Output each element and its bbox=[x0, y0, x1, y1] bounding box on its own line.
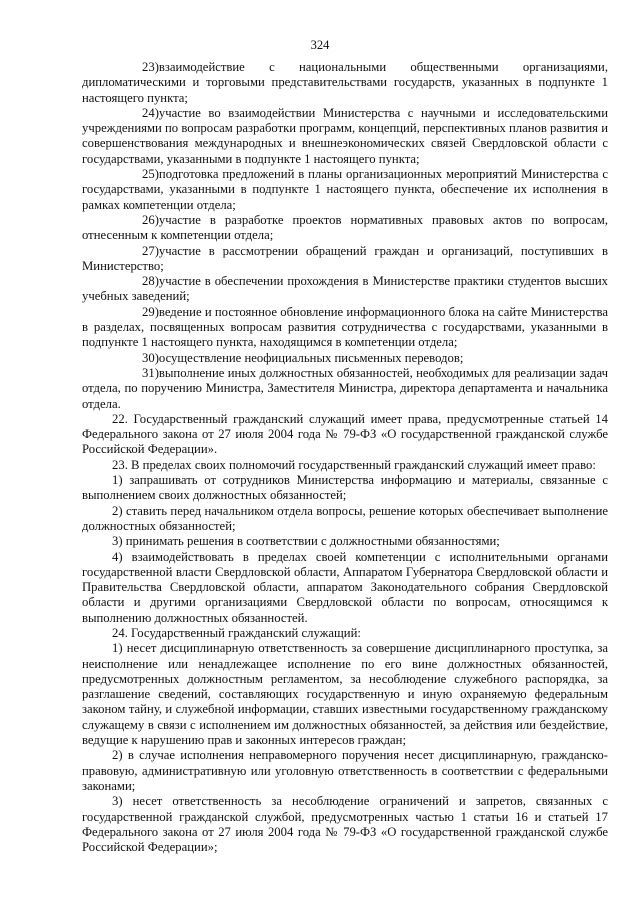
list-item-28: 28)участие в обеспечении прохождения в Министерстве практики студентов высших учебных заведений; bbox=[82, 274, 608, 304]
clause-23-item-1: 1) запрашивать от сотрудников Министерства информацию и материалы, связанные с выполнением своих должностных обязанностей; bbox=[82, 473, 608, 503]
clause-23: 23. В пределах своих полномочий государственный гражданский служащий имеет право: bbox=[112, 457, 596, 472]
clause-23-item-3: 3) принимать решения в соответствии с должностными обязанностями; bbox=[112, 534, 500, 549]
list-item-25: 25)подготовка предложений в планы организационных мероприятий Министерства с государствами, указанными в подпункте 1 настоящего пункта, обеспечение их исполнения в рамках компетенции отдела; bbox=[82, 167, 608, 212]
clause-24: 24. Государственный гражданский служащий: bbox=[112, 625, 361, 640]
clause-23-item-2: 2) ставить перед начальником отдела вопросы, решение которых обеспечивает выполнение должностных обязанностей; bbox=[82, 503, 608, 533]
clause-24-item-2: 2) в случае исполнения неправомерного поручения несет дисциплинарную, гражданско-правовую, административную или уголовную ответственность в соответствии с федеральными законами; bbox=[82, 748, 608, 793]
clause-24-item-3: 3) несет ответственность за несоблюдение ограничений и запретов, связанных с государственной гражданской службой, предусмотренных частью 1 статьи 16 и статьей 17 Федерального закона от 27 июля 2004 года № 79-ФЗ «О государственной гражданской службе Российской Федерации»; bbox=[82, 794, 608, 855]
list-item-31: 31)выполнение иных должностных обязанностей, необходимых для реализации задач отдела, по поручению Министра, Заместителя Министра, директора департамента и начальника отдела. bbox=[82, 365, 608, 411]
list-item-24: 24)участие во взаимодействии Министерства с научными и исследовательскими учреждениями по вопросам разработки программ, концепций, перспективных планов развития и совершенствования международных и внешнеэкономических связей Свердловской области с государствами, указанными в подпункте 1 настоящего пункта; bbox=[82, 105, 608, 166]
document-body bbox=[82, 60, 608, 855]
list-item-26: 26)участие в разработке проектов нормативных правовых актов по вопросам, отнесенным к компетенции отдела; bbox=[82, 212, 608, 243]
list-item-29: 29)ведение и постоянное обновление информационного блока на сайте Министерства в разделах, посвященных вопросам развития сотрудничества с государствами, указанными в подпункте 1 настоящего пункта, находящимся в компетенции отдела; bbox=[82, 304, 608, 350]
clause-24-item-1: 1) несет дисциплинарную ответственность за совершение дисциплинарного проступка, за неисполнение или ненадлежащее исполнение по его вине должностных обязанностей, предусмотренных должностным регламентом, за несоблюдение служебного распорядка, за разглашение сведений, составляющих государственную и иную охраняемую федеральным законом тайну, и служебной информации, ставших известными государственному гражданскому служащему в связи с исполнением им должностных обязанностей, за действия или бездействие, ведущие к нарушению прав и законных интересов граждан; bbox=[82, 641, 608, 748]
clause-23-item-4: 4) взаимодействовать в пределах своей компетенции с исполнительными органами государственной власти Свердловской области, Аппаратом Губернатора Свердловской области и Правительства Свердловской области, аппаратом Законодательного собрания Свердловской области и другими организациями Свердловской области по вопросам, относящимся к выполнению должностных обязанностей. bbox=[82, 549, 608, 625]
page-number: 324 bbox=[310, 38, 330, 52]
list-item-30: 30)осуществление неофициальных письменных переводов; bbox=[142, 350, 464, 365]
list-item-23: 23)взаимодействие с национальными общественными организациями, дипломатическими и торговыми представительствами государств, указанных в подпункте 1 настоящего пункта; bbox=[82, 60, 608, 105]
clause-22: 22. Государственный гражданский служащий имеет права, предусмотренные статьей 14 Федерального закона от 27 июля 2004 года № 79-ФЗ «О государственной гражданской службе Российской Федерации». bbox=[82, 411, 608, 457]
list-item-27: 27)участие в рассмотрении обращений граждан и организаций, поступивших в Министерство; bbox=[82, 243, 608, 273]
